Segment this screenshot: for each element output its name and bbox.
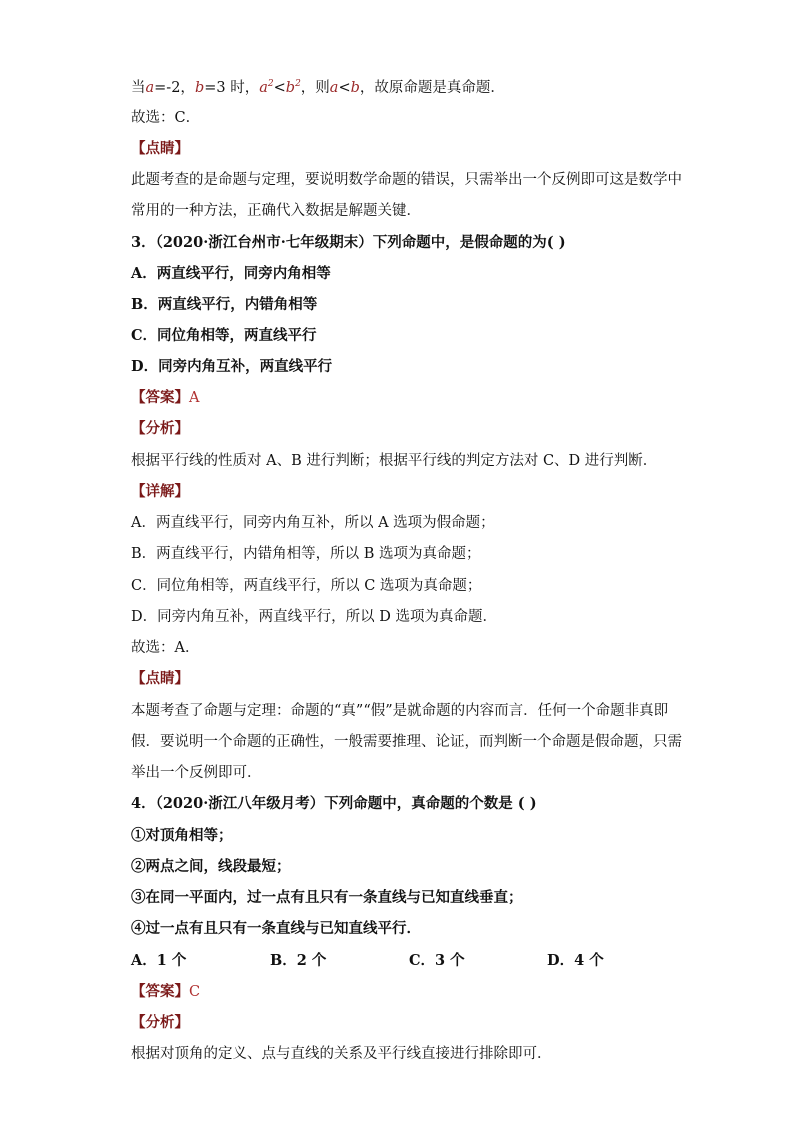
statement-item: ④过一点有且只有一条直线与已知直线平行． (131, 920, 421, 937)
question-title: 3．（2020·浙江台州市·七年级期末）下列命题中，是假命题的为( ) (131, 234, 566, 251)
detail-tag: 【详解】 (131, 483, 189, 500)
answer-line (131, 982, 200, 1002)
choose-line: 故选：C． (131, 110, 201, 126)
text: ，则 (300, 79, 330, 96)
tip-text: 假．要说明一个命题的正确性，一般需要推理、论证，而判断一个命题是假命题，只需 (131, 734, 682, 750)
var-a: a (329, 79, 339, 96)
tip-text: 此题考查的是命题与定理，要说明数学命题的错误，只需举出一个反例即可这是数学中 (131, 172, 682, 188)
choose-line: 故选：A． (131, 640, 200, 656)
text: < (273, 79, 286, 96)
text: < (338, 79, 351, 96)
var-a-squared: a (259, 79, 268, 96)
detail-line: A．两直线平行，同旁内角互补，所以 A 选项为假命题； (131, 515, 495, 531)
statement-item: ②两点之间，线段最短； (131, 858, 291, 875)
option-b: B．两直线平行，内错角相等 (131, 296, 318, 313)
option-c: C．3 个 (409, 952, 465, 969)
tip-tag: 【点睛】 (131, 140, 189, 157)
option-a: A．两直线平行，同旁内角相等 (131, 265, 331, 282)
tip-text: 举出一个反例即可． (131, 765, 262, 781)
text: ，故原命题是真命题． (359, 79, 505, 96)
detail-line: B．两直线平行，内错角相等，所以 B 选项为真命题； (131, 546, 481, 562)
var-a: a (145, 79, 155, 96)
answer-tag: 【答案】 (131, 389, 189, 406)
tip-tag: 【点睛】 (131, 670, 189, 687)
option-d: D．4 个 (547, 952, 604, 969)
analysis-tag: 【分析】 (131, 420, 189, 437)
analysis-text: 根据对顶角的定义、点与直线的关系及平行线直接进行排除即可． (131, 1046, 552, 1062)
statement-item: ③在同一平面内，过一点有且只有一条直线与已知直线垂直； (131, 889, 523, 906)
detail-line: C．同位角相等，两直线平行，所以 C 选项为真命题； (131, 578, 482, 594)
var-b: b (350, 79, 360, 96)
option-d: D．同旁内角互补，两直线平行 (131, 358, 333, 375)
var-b-squared: b (285, 79, 296, 96)
analysis-text: 根据平行线的性质对 A、B 进行判断；根据平行线的判定方法对 C、D 进行判断． (131, 453, 658, 469)
answer-value: C (189, 984, 201, 1000)
option-b: B．2 个 (270, 952, 327, 969)
solution-line: 当a=-2，b=3 时，$a^2<b^2$，则a<b，故原命题是真命题． (131, 79, 505, 96)
answer-value: A (189, 390, 200, 406)
statement-item: ①对顶角相等； (131, 827, 233, 844)
tip-text: 本题考查了命题与定理：命题的“真”“假”是就命题的内容而言．任何一个命题非真即 (131, 703, 669, 719)
tip-text: 常用的一种方法，正确代入数据是解题关键． (131, 203, 421, 219)
option-a: A．1 个 (131, 952, 187, 969)
answer-line (131, 388, 199, 408)
var-b: b (194, 79, 205, 96)
question-title: 4．（2020·浙江八年级月考）下列命题中，真命题的个数是 ( ) (131, 795, 537, 812)
analysis-tag: 【分析】 (131, 1014, 189, 1031)
answer-tag: 【答案】 (131, 983, 189, 1000)
text: 当 (131, 79, 146, 96)
detail-line: D．同旁内角互补，两直线平行，所以 D 选项为真命题． (131, 609, 497, 625)
option-c: C．同位角相等，两直线平行 (131, 327, 317, 344)
text: =-2， (154, 79, 195, 96)
text: =3 时， (204, 79, 260, 96)
